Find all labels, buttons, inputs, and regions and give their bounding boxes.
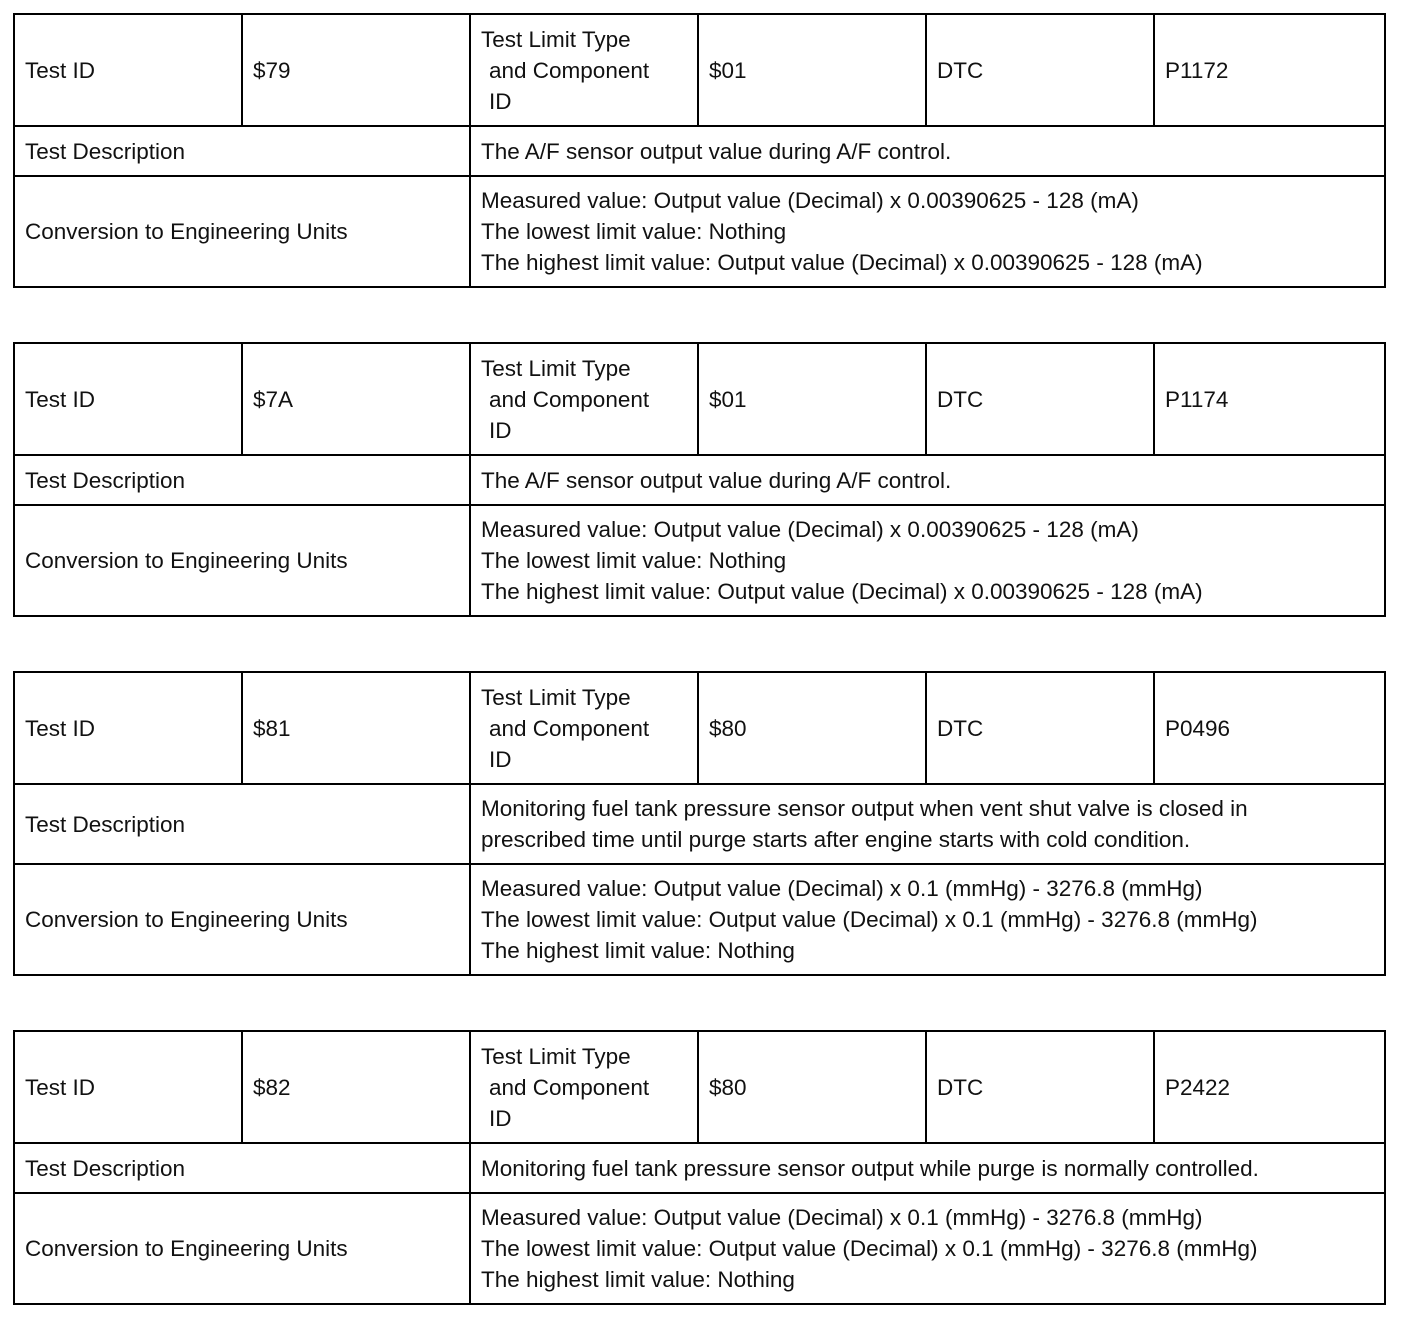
limit-type-label: Test Limit Type and Component ID [470,1031,698,1143]
test-id-label: Test ID [14,672,242,784]
test-id-row [14,672,1385,784]
test-id-value: $79 [242,14,470,126]
test-id-value: $7A [242,343,470,455]
limit-type-label: Test Limit Type and Component ID [470,14,698,126]
test-table [13,342,1386,617]
limit-type-label: Test Limit Type and Component ID [470,672,698,784]
limit-type-value: $01 [698,343,926,455]
limit-type-value: $01 [698,14,926,126]
dtc-value: P0496 [1154,672,1385,784]
test-id-row [14,343,1385,455]
dtc-value: P1174 [1154,343,1385,455]
conversion-row [14,505,1385,616]
test-description-value: Monitoring fuel tank pressure sensor output when vent shut valve is closed in prescribed time until purge starts after engine starts with cold condition. [470,784,1385,864]
limit-type-value: $80 [698,672,926,784]
test-description-value: The A/F sensor output value during A/F control. [470,126,1385,176]
conversion-value: Measured value: Output value (Decimal) x 0.1 (mmHg) - 3276.8 (mmHg) The lowest limit value: Output value (Decimal) x 0.1 (mmHg) - 3276.8 (mmHg) The highest limit value: Nothing [470,864,1385,975]
test-description-label: Test Description [14,455,470,505]
limit-type-label: Test Limit Type and Component ID [470,343,698,455]
dtc-value: P1172 [1154,14,1385,126]
test-description-row [14,784,1385,864]
test-id-value: $81 [242,672,470,784]
conversion-row [14,864,1385,975]
test-table [13,13,1386,288]
dtc-label: DTC [926,343,1154,455]
test-table [13,1030,1386,1305]
dtc-label: DTC [926,672,1154,784]
test-description-value: Monitoring fuel tank pressure sensor output while purge is normally controlled. [470,1143,1385,1193]
conversion-label: Conversion to Engineering Units [14,176,470,287]
conversion-row [14,176,1385,287]
conversion-value: Measured value: Output value (Decimal) x 0.00390625 - 128 (mA) The lowest limit value: Nothing The highest limit value: Output value (Decimal) x 0.00390625 - 128 (mA) [470,505,1385,616]
test-id-label: Test ID [14,343,242,455]
test-description-label: Test Description [14,784,470,864]
test-description-row [14,126,1385,176]
conversion-value: Measured value: Output value (Decimal) x 0.1 (mmHg) - 3276.8 (mmHg) The lowest limit value: Output value (Decimal) x 0.1 (mmHg) - 3276.8 (mmHg) The highest limit value: Nothing [470,1193,1385,1304]
test-description-label: Test Description [14,1143,470,1193]
conversion-label: Conversion to Engineering Units [14,505,470,616]
dtc-value: P2422 [1154,1031,1385,1143]
dtc-label: DTC [926,14,1154,126]
test-id-label: Test ID [14,14,242,126]
test-description-value: The A/F sensor output value during A/F control. [470,455,1385,505]
test-description-label: Test Description [14,126,470,176]
test-id-value: $82 [242,1031,470,1143]
dtc-label: DTC [926,1031,1154,1143]
conversion-label: Conversion to Engineering Units [14,1193,470,1304]
conversion-label: Conversion to Engineering Units [14,864,470,975]
test-id-row [14,14,1385,126]
conversion-row [14,1193,1385,1304]
conversion-value: Measured value: Output value (Decimal) x 0.00390625 - 128 (mA) The lowest limit value: Nothing The highest limit value: Output value (Decimal) x 0.00390625 - 128 (mA) [470,176,1385,287]
test-id-row [14,1031,1385,1143]
test-id-label: Test ID [14,1031,242,1143]
document [13,13,1384,1305]
limit-type-value: $80 [698,1031,926,1143]
test-description-row [14,455,1385,505]
test-table [13,671,1386,976]
test-description-row [14,1143,1385,1193]
